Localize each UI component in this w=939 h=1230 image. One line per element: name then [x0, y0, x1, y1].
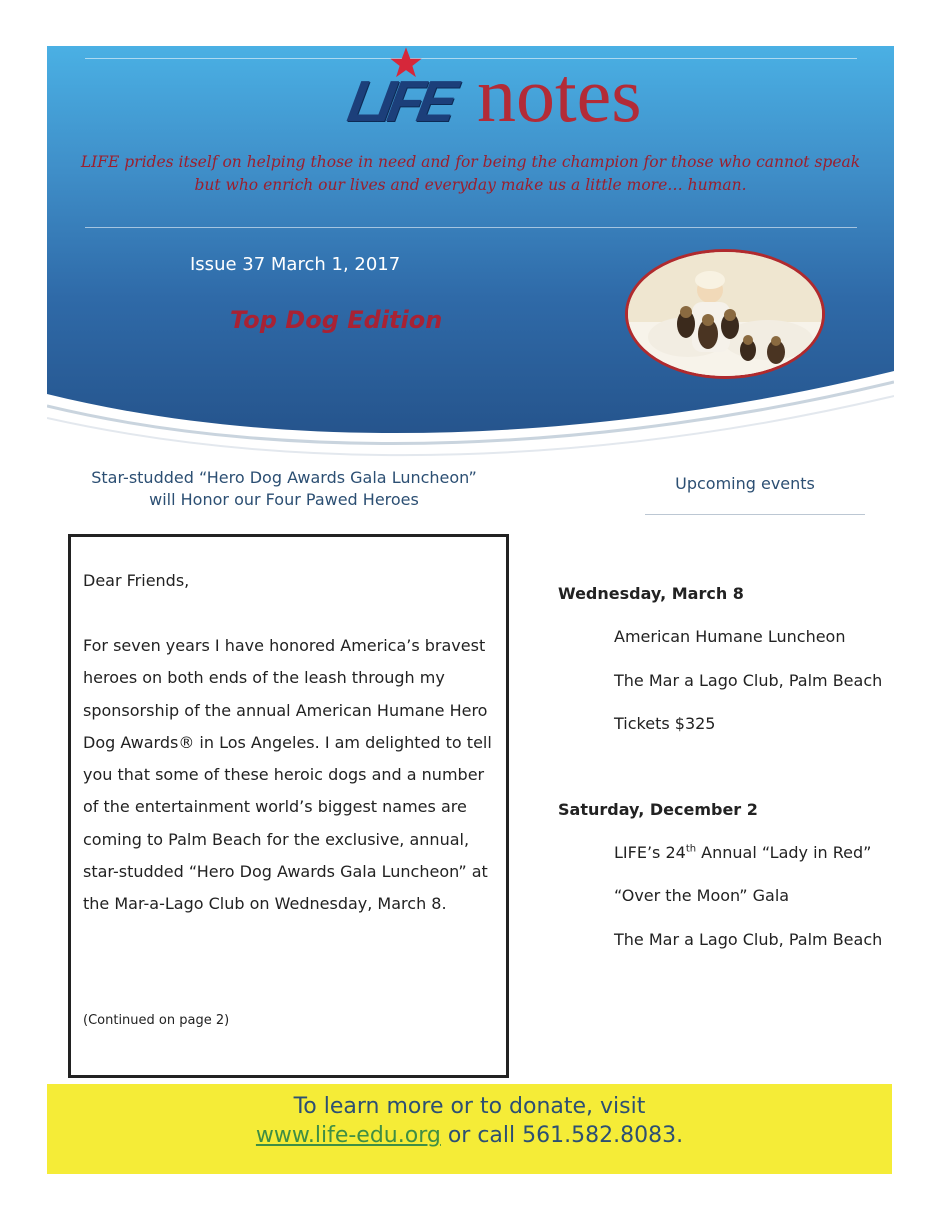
- donate-footer: [47, 1084, 892, 1174]
- event-2-title-sup: th: [685, 843, 697, 855]
- tagline-line-1: LIFE prides itself on helping those in need and for being the champion for those who cannot speak: [80, 153, 861, 171]
- event-1-date: Wednesday, March 8: [558, 584, 744, 603]
- event-2-date: Saturday, December 2: [558, 800, 758, 819]
- edition-title: Top Dog Edition: [230, 306, 443, 334]
- headline-line-2: will Honor our Four Pawed Heroes: [149, 490, 419, 509]
- footer-phone-text: or call 561.582.8083.: [440, 1123, 684, 1148]
- woman-with-dogs-image: [628, 252, 822, 376]
- upcoming-events-heading: Upcoming events: [675, 474, 815, 493]
- headline-line-1: Star-studded “Hero Dog Awards Gala Luncheon”: [91, 468, 477, 487]
- upcoming-events-rule: [645, 514, 865, 515]
- event-1-title: American Humane Luncheon: [614, 627, 846, 646]
- website-link[interactable]: www.life-edu.org: [255, 1123, 441, 1148]
- tagline: [47, 151, 894, 197]
- footer-line-1: To learn more or to donate, visit: [293, 1094, 646, 1119]
- letter-greeting: Dear Friends,: [83, 571, 190, 590]
- event-2-venue: The Mar a Lago Club, Palm Beach: [614, 930, 883, 949]
- event-2-title-pre: LIFE’s 24: [614, 843, 686, 862]
- banner-top-rule: [85, 58, 857, 59]
- event-2-subtitle: “Over the Moon” Gala: [614, 886, 790, 905]
- continued-note: (Continued on page 2): [83, 1013, 230, 1028]
- tagline-line-2: but who enrich our lives and everyday make us a little more… human.: [194, 176, 747, 194]
- event-2-title: [614, 843, 871, 862]
- logo-life-text: LIFE: [343, 69, 457, 134]
- event-1-tickets: Tickets $325: [614, 714, 716, 733]
- footer-line-2: [47, 1123, 892, 1148]
- letter-body: For seven years I have honored America’s bravest heroes on both ends of the leash through my sponsorship of the annual American Humane Hero Dog Awards® in Los Angeles. I am delighted to tell you that some of these heroic dogs and a number of the entertainment world’s biggest names are coming to Palm Beach for the exclusive, annual, star-studded “Hero Dog Awards Gala Luncheon” at the Mar-a-Lago Club on Wednesday, March 8.: [83, 636, 492, 914]
- article-headline: [64, 467, 504, 511]
- issue-date: Issue 37 March 1, 2017: [190, 254, 401, 275]
- header-banner: [47, 46, 894, 466]
- logo-notes-text: notes: [477, 51, 642, 138]
- banner-mid-rule: [85, 227, 857, 228]
- cover-photo: [625, 249, 825, 379]
- event-2-title-post: Annual “Lady in Red”: [696, 843, 872, 862]
- event-1-venue: The Mar a Lago Club, Palm Beach: [614, 671, 883, 690]
- letter-box: [68, 534, 509, 1078]
